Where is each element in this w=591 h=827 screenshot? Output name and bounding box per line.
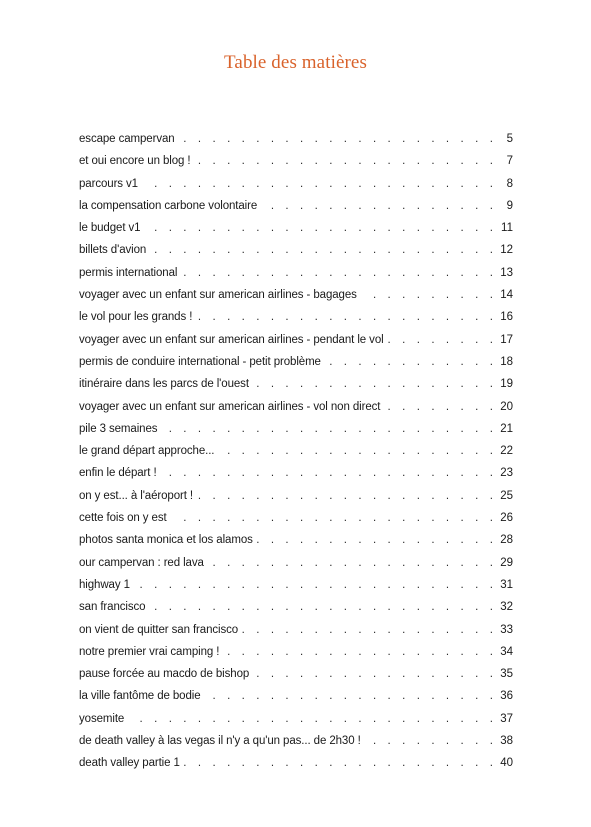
dot-leader [253, 663, 497, 685]
dot-leader [161, 462, 497, 484]
toc-entry[interactable] [79, 663, 513, 685]
dot-leader [253, 373, 497, 395]
dot-leader [149, 596, 497, 618]
toc-entry-page: 37 [500, 712, 513, 725]
dot-leader [179, 128, 497, 150]
toc-entry-title: voyager avec un enfant sur american airlines - pendant le vol [79, 333, 384, 346]
toc-entry-title: permis de conduire international - petit problème [79, 355, 321, 368]
toc-entry[interactable] [79, 396, 513, 418]
toc-entry[interactable] [79, 173, 513, 195]
toc-entry-page: 36 [500, 690, 513, 703]
toc-entry-title: death valley partie 1 [79, 757, 180, 770]
dot-leader [128, 708, 497, 730]
toc-entry[interactable] [79, 574, 513, 596]
toc-entry[interactable] [79, 462, 513, 484]
toc-entry-title: our campervan : red lava [79, 556, 204, 569]
toc-entry-title: itinéraire dans les parcs de l'ouest [79, 378, 249, 391]
toc-entry-title: le vol pour les grands ! [79, 311, 193, 324]
toc-entry-page: 28 [500, 534, 513, 547]
dot-leader [261, 195, 497, 217]
toc-entry-page: 38 [500, 735, 513, 748]
toc-entry-page: 8 [506, 177, 513, 190]
toc-entry-title: on y est... à l'aéroport ! [79, 489, 194, 502]
toc-entry[interactable] [79, 239, 513, 261]
toc-entry-page: 22 [500, 445, 513, 458]
toc-entry-page: 31 [500, 578, 513, 591]
dot-leader [197, 485, 497, 507]
toc-entry-title: voyager avec un enfant sur american airlines - vol non direct [79, 400, 381, 413]
toc-entry[interactable] [79, 373, 513, 395]
toc-entry-title: escape campervan [79, 133, 175, 145]
toc-entry-title: yosemite [79, 712, 125, 725]
dot-leader [181, 262, 497, 284]
toc-entry-page: 35 [500, 668, 513, 681]
toc-entry-title: highway 1 [79, 578, 130, 591]
toc-entry-title: de death valley à las vegas il n'y a qu'un pas... de 2h30 ! [79, 735, 361, 748]
toc-entry-page: 13 [500, 266, 513, 279]
toc-entry[interactable] [79, 685, 513, 707]
toc-entry[interactable] [79, 306, 513, 328]
toc-entry-page: 32 [500, 601, 513, 614]
toc-entry[interactable] [79, 752, 513, 774]
toc-entry-title: pile 3 semaines [79, 422, 158, 435]
toc-entry[interactable] [79, 440, 513, 462]
dot-leader [208, 552, 497, 574]
toc-entry[interactable] [79, 641, 513, 663]
toc-entry[interactable] [79, 128, 513, 150]
page-title: Table des matières [224, 52, 367, 73]
toc-entry-title: le grand départ approche... [79, 445, 215, 458]
toc-entry[interactable] [79, 619, 513, 641]
dot-leader [223, 641, 497, 663]
toc-entry-page: 21 [500, 422, 513, 435]
dot-leader [196, 306, 497, 328]
toc-entry-page: 5 [506, 133, 513, 145]
dot-leader [388, 329, 497, 351]
toc-entry[interactable] [79, 485, 513, 507]
toc-entry[interactable] [79, 730, 513, 752]
toc-entry[interactable] [79, 351, 513, 373]
dot-leader [257, 529, 497, 551]
toc-entry[interactable] [79, 150, 513, 172]
toc-entry-title: on vient de quitter san francisco [79, 623, 239, 636]
dot-leader [161, 418, 497, 440]
dot-leader [361, 284, 497, 306]
toc-entry-page: 7 [506, 155, 513, 168]
toc-entry-page: 9 [506, 199, 513, 212]
toc-entry[interactable] [79, 529, 513, 551]
dot-leader [195, 150, 497, 172]
toc-entry-title: billets d'avion [79, 244, 147, 257]
toc-entry-page: 19 [500, 378, 513, 391]
toc-entry-page: 17 [500, 333, 513, 346]
toc-entry-page: 26 [500, 512, 513, 525]
toc-entry-page: 34 [500, 645, 513, 658]
dot-leader [150, 239, 497, 261]
toc-entry-title: la compensation carbone volontaire [79, 199, 258, 212]
toc-entry-title: enfin le départ ! [79, 467, 157, 480]
toc-entry-page: 25 [500, 489, 513, 502]
toc-entry[interactable] [79, 708, 513, 730]
toc-entry-title: permis international [79, 266, 178, 279]
toc-entry-title: photos santa monica et los alamos [79, 534, 253, 547]
dot-leader [205, 685, 497, 707]
dot-leader [144, 217, 497, 239]
toc-entry[interactable] [79, 329, 513, 351]
dot-leader [242, 619, 497, 641]
toc-entry-page: 16 [500, 311, 513, 324]
toc-entry-title: la ville fantôme de bodie [79, 690, 201, 703]
toc-entry-page: 14 [500, 289, 513, 302]
table-of-contents [79, 128, 513, 775]
toc-entry-page: 18 [500, 355, 513, 368]
toc-entry-page: 40 [500, 757, 513, 770]
toc-entry-title: notre premier vrai camping ! [79, 645, 220, 658]
toc-entry-page: 33 [500, 623, 513, 636]
toc-entry[interactable] [79, 552, 513, 574]
dot-leader [218, 440, 497, 462]
toc-entry[interactable] [79, 418, 513, 440]
dot-leader [134, 574, 497, 596]
toc-entry-title: parcours v1 [79, 177, 138, 190]
dot-leader [365, 730, 497, 752]
dot-leader [184, 752, 497, 774]
dot-leader [171, 507, 497, 529]
toc-entry[interactable] [79, 284, 513, 306]
toc-entry-title: pause forcée au macdo de bishop [79, 668, 250, 681]
toc-entry-page: 11 [501, 222, 513, 235]
toc-entry-title: voyager avec un enfant sur american airlines - bagages [79, 289, 357, 302]
toc-entry[interactable] [79, 507, 513, 529]
toc-entry-page: 12 [500, 244, 513, 257]
toc-entry-page: 20 [500, 400, 513, 413]
toc-entry-title: san francisco [79, 601, 146, 614]
toc-entry-title: et oui encore un blog ! [79, 155, 191, 168]
dot-leader [384, 396, 497, 418]
dot-leader [325, 351, 497, 373]
toc-entry-page: 29 [500, 556, 513, 569]
toc-entry[interactable] [79, 195, 513, 217]
toc-entry[interactable] [79, 262, 513, 284]
toc-entry[interactable] [79, 596, 513, 618]
dot-leader [142, 173, 497, 195]
toc-entry-title: le budget v1 [79, 222, 141, 235]
toc-entry-page: 23 [500, 467, 513, 480]
toc-entry-title: cette fois on y est [79, 512, 167, 525]
toc-entry[interactable] [79, 217, 513, 239]
